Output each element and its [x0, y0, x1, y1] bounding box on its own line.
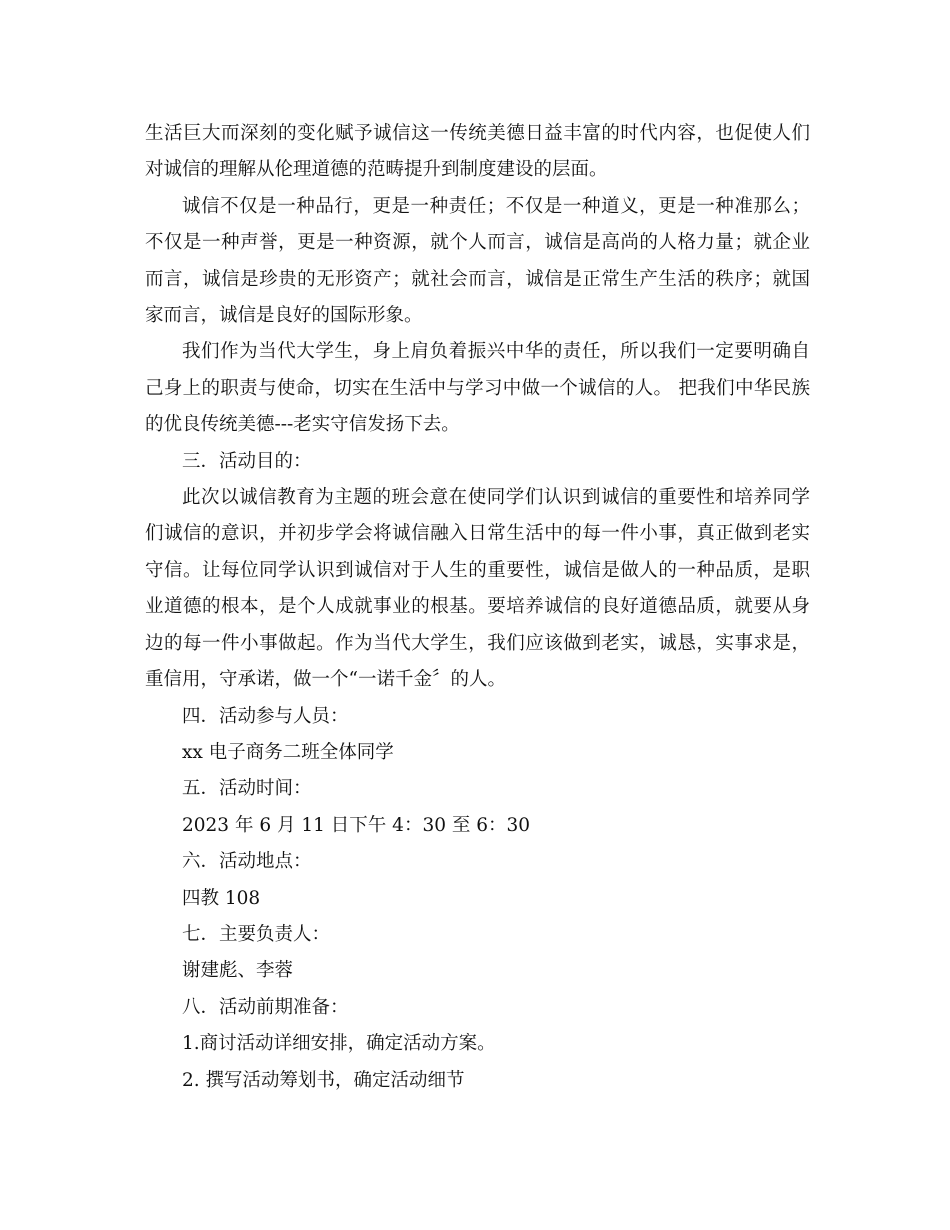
heading-person-in-charge: 七．主要负责人：	[182, 923, 331, 945]
activity-location-value: 四教 108	[182, 887, 261, 909]
heading-activity-location: 六．活动地点：	[182, 851, 312, 873]
heading-participants: 四．活动参与人员：	[182, 705, 349, 727]
paragraph-student-responsibility: 我们作为当代大学生，身上肩负着振兴中华的责任，所以我们一定要明确自己身上的职责与使命，切实在生活中与学习中做一个诚信的人。 把我们中华民族的优良传统美德---老实守信发扬下去。	[145, 341, 810, 436]
paragraph-activity-purpose: 此次以诚信教育为主题的班会意在使同学们认识到诚信的重要性和培养同学们诚信的意识，并初步学会将诚信融入日常生活中的每一件小事，真正做到老实守信。让每位同学认识到诚信对于人生的重要性，诚信是做人的一种品质，是职业道德的根本，是个人成就事业的根基。要培养诚信的良好道德品质，就要从身边的每一件小事做起。作为当代大学生，我们应该做到老实，诚恳，实事求是，重信用，守承诺，做一个“一诺千金〞的人。	[145, 487, 810, 691]
preparation-item-1: 1.商讨活动详细安排，确定活动方案。	[182, 1033, 496, 1055]
participants-value: xx 电子商务二班全体同学	[182, 741, 394, 763]
heading-activity-purpose: 三．活动目的：	[182, 450, 312, 472]
preparation-item-2: 2. 撰写活动筹划书，确定活动细节	[182, 1069, 465, 1091]
paragraph-integrity-meaning: 诚信不仅是一种品行，更是一种责任；不仅是一种道义，更是一种准那么；不仅是一种声誉，更是一种资源，就个人而言，诚信是高尚的人格力量；就企业而言，诚信是珍贵的无形资产；就社会而言，诚信是正常生产生活的秩序；就国家而言，诚信是良好的国际形象。	[145, 195, 810, 327]
paragraph-continuation: 生活巨大而深刻的变化赋予诚信这一传统美德日益丰富的时代内容，也促使人们对诚信的理解从伦理道德的范畴提升到制度建设的层面。	[145, 123, 810, 181]
heading-activity-time: 五．活动时间：	[182, 778, 312, 800]
activity-time-value: 2023 年 6 月 11 日下午 4：30 至 6：30	[182, 814, 531, 836]
person-in-charge-value: 谢建彪、李蓉	[182, 960, 294, 982]
document-body	[145, 116, 810, 1099]
heading-preparation: 八．活动前期准备：	[182, 996, 349, 1018]
